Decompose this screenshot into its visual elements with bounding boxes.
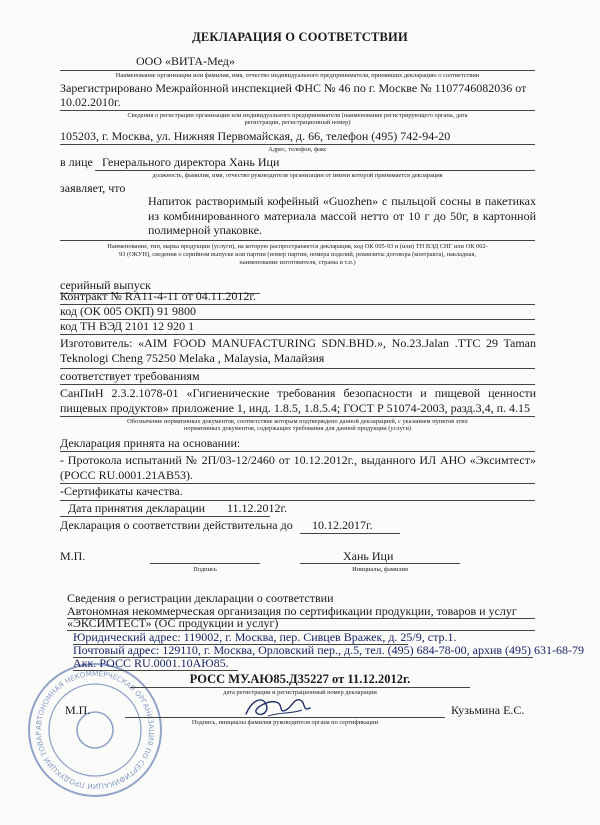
registration-org-line-2: «ЭКСИМТЕСТ» (ОС продукции и услуг) bbox=[67, 616, 279, 630]
registration-postal-address: Почтовый адрес: 129110, г. Москва, Орловский пер., д.5, тел. (495) 684-78-00, архив (495) 631-68-79 bbox=[73, 643, 585, 657]
applicant-address: 105203, г. Москва, ул. Нижняя Первомайская, д. 66, телефон (495) 742-94-20 bbox=[60, 129, 451, 143]
divider bbox=[60, 240, 535, 241]
registration-accreditation: Акк. РОСС RU.0001.10АЮ85. bbox=[73, 656, 229, 670]
manufacturer: Изготовитель: «AIM FOOD MANUFACTURING SDN.BHD.», No.23.Jalan .TTC 29 Taman Teknologi Cheng 75250 Melaka , Malaysia, Малайзия bbox=[60, 336, 536, 365]
signature-line bbox=[125, 717, 445, 718]
stamp-ring-text: АВТОНОМНАЯ НЕКОММЕРЧЕСКАЯ ОРГАНИЗАЦИЯ ПО СЕРТИФИКАЦИИ ПРОДУКЦИИ ТОВАР bbox=[33, 668, 157, 792]
contract-number: Контракт № RA11-4-11 от 04.11.2012г. bbox=[60, 289, 256, 303]
divider bbox=[60, 70, 535, 71]
basis-item-1: - Протокола испытаний № 2П/03-12/2460 от 10.12.2012г., выданного ИЛ АНО «Эксимтест» (РОСС RU.0001.21АВ53). bbox=[60, 453, 536, 482]
divider bbox=[60, 516, 270, 517]
registration-number-caption: дата регистрации и регистрационный номер декларации bbox=[223, 689, 377, 696]
signer-name: Хань Ици bbox=[343, 549, 394, 563]
product-caption-3: наименование изготовителя, страны и т.п.) bbox=[239, 259, 356, 266]
divider bbox=[60, 384, 535, 385]
basis-item-2: -Сертификаты качества. bbox=[60, 484, 183, 498]
divider bbox=[60, 144, 535, 145]
basis-heading: Декларация принята на основании: bbox=[60, 436, 241, 450]
divider bbox=[73, 670, 238, 671]
registration-line-1: Зарегистрировано Межрайонной инспекцией ФНС № 46 по г. Москве № 1107746082036 от bbox=[60, 81, 527, 95]
in-person-name: Генерального директора Хань Ици bbox=[102, 155, 280, 169]
applicant-name: ООО «ВИТА-Мед» bbox=[136, 54, 235, 68]
signature-line bbox=[150, 563, 260, 564]
divider bbox=[60, 416, 535, 417]
declares-text: заявляет, что bbox=[60, 181, 126, 195]
registration-sign-caption: Подпись, инициалы фамилия руководителя органа по сертификации bbox=[191, 719, 379, 726]
signature-caption: Подпись bbox=[193, 566, 217, 573]
in-person-prefix: в лице bbox=[60, 155, 93, 169]
declaration-registration-number: РОСС МУ.АЮ85.Д35227 от 11.12.2012г. bbox=[189, 672, 411, 686]
requirements-text: СанПиН 2.3.2.1078-01 «Гигиенические требования безопасности и пищевой ценности пищевых продуктов» приложение 1, инд. 1.8.5, 1.8.5.4; ГОСТ Р 51074-2003, разд.3,4, п. 4.15 bbox=[60, 386, 536, 415]
divider bbox=[130, 687, 470, 688]
initials-caption: Инициалы, фамилия bbox=[352, 566, 408, 573]
okp-code: код (ОК 005 ОКП) 91 9800 bbox=[60, 304, 196, 318]
registration-legal-address: Юридический адрес: 119002, г. Москва, пер. Сивцев Вражек, д. 25/9, стр.1. bbox=[73, 630, 457, 644]
accepted-date-value: 11.12.2012г. bbox=[227, 501, 288, 515]
registration-line-2: 10.02.2010г. bbox=[60, 95, 121, 109]
applicant-name-caption: Наименование организации или фамилия, имя, отчество индивидуального предпринимателя, принявших декларацию о соответствии bbox=[115, 72, 480, 79]
address-caption: Адрес, телефон, факс bbox=[268, 146, 327, 153]
serial-release: серийный выпуск bbox=[60, 278, 151, 292]
mp-label: М.П. bbox=[60, 549, 86, 563]
divider bbox=[60, 451, 535, 452]
requirements-caption-1: Обозначение нормативных документов, соответствие которым подтверждено данной декларацией, с указанием пунктов этих bbox=[127, 418, 468, 425]
product-description: Напиток растворимый кофейный «Guozhen» с пыльцой сосны в пакетиках из комбинированного материала массой нетто от 10 г до 50г, в картонной полимерной упаковке. bbox=[148, 194, 536, 237]
registration-caption-2: регистрации, регистрационный номер) bbox=[244, 119, 351, 126]
initials-line bbox=[300, 563, 460, 564]
divider bbox=[300, 533, 400, 534]
registration-caption-1: Сведения о регистрации организации или индивидуального предпринимателя (наименование регистрирующего органа, дата bbox=[127, 112, 468, 119]
valid-until-value: 10.12.2017г. bbox=[312, 518, 373, 532]
registration-org-line-1: Автономная некоммерческая организация по сертификации продукции, товаров и услуг bbox=[67, 604, 517, 618]
registration-mp-label: М.П. bbox=[65, 703, 91, 717]
document-title: ДЕКЛАРАЦИЯ О СООТВЕТСТВИИ bbox=[192, 30, 408, 44]
registration-signer: Кузьмина Е.С. bbox=[451, 703, 525, 717]
requirements-caption-2: нормативных документов, содержащих требования для данной продукции (услуги) bbox=[184, 425, 411, 432]
product-caption-1: Наименование, тип, марка продукции (услуги), на которую распространяется декларация, код ОК 005-93 и (или) ТН ВЭД СНГ или ОК 002- bbox=[107, 243, 488, 250]
divider bbox=[60, 110, 535, 111]
tnved-code: код ТН ВЭД 2101 12 920 1 bbox=[60, 319, 195, 333]
valid-until-label: Декларация о соответствии действительна до bbox=[60, 518, 293, 532]
divider bbox=[60, 334, 535, 335]
requirements-intro: соответствует требованиям bbox=[60, 369, 200, 383]
divider bbox=[95, 170, 535, 171]
product-caption-2: 93 (ОКУН), сведения о серийном выпуске или партии (номер партии, номера изделий, реквизиты договора (контракта), накладная, bbox=[118, 251, 477, 258]
registration-heading: Сведения о регистрации декларации о соответствии bbox=[67, 591, 334, 605]
accepted-date-label: Дата принятия декларации bbox=[68, 501, 206, 515]
person-caption: должность, фамилия, имя, отчество руководителя организации от имени которой принимается декларация bbox=[152, 172, 443, 179]
